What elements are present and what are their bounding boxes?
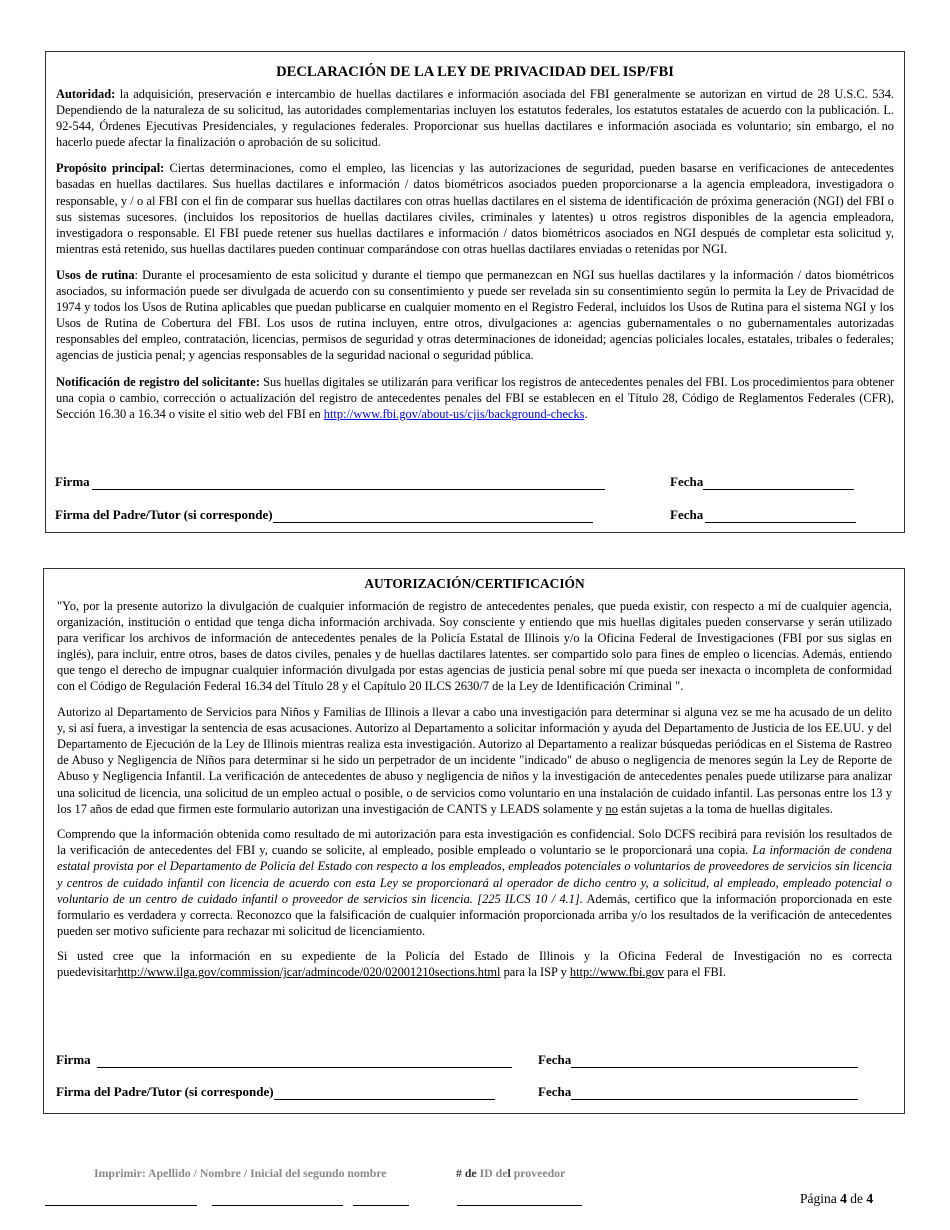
authorization-paragraph-4-text-a: Si usted cree que la información en su expediente de la Policía del Estado de Illinois y la Oficina Federal de Investigación no es correcta puedevisitar (57, 949, 892, 980)
privacy-guardian-signature-field[interactable] (273, 509, 593, 523)
authorization-paragraph-1: "Yo, por la presente autorizo la divulgación de cualquier información de registro de antecedentes penales, que pueda existir, con respecto a mí de cualquier agencia, organización, institución o entidad que tenga dicha información archivada. Soy consciente y entiendo que mis huellas digitales pueden conservarse y serán utilizado para verificar los archivos de información de antecedentes penales de la Policía Estatal de Illinois y/o la Oficina Federal de Investigaciones (FBI por sus siglas en inglés), para incluir, entre otros, bases de datos civiles, penales y de huellas dactilares latentes. ser compartido solo para fines de empleo o licencias. Además, entiendo que tengo el derecho de impugnar cualquier información divulgada por estas agencias de justicia penal sobre mí que pueda ser inexacta o incompleta de conformidad con el Código de Regulación Federal 16.34 del Título 28 y el Capítulo 20 ILCS 2630/7 de la Ley de Identificación Criminal ". (57, 599, 892, 694)
auth-guardian-signature-label: Firma del Padre/Tutor (si corresponde) (56, 1084, 274, 1099)
provider-id-id: ID (479, 1166, 493, 1180)
auth-signature-label: Firma (56, 1052, 91, 1067)
authority-label: Autoridad: (56, 87, 116, 101)
page-total: 4 (866, 1191, 874, 1206)
applicant-notice-end: . (584, 406, 588, 421)
privacy-guardian-date-row (670, 507, 856, 523)
authorization-paragraph-3-text-a: Comprendo que la información obtenida como resultado de mi autorización para esta investigación es confidencial. Solo DCFS recibirá para revisión los resultados de la verificación de antecedentes del FBI y, cuando se solicite, al empleado, posible empleado o voluntario se le proporcionará una copia. (57, 827, 892, 858)
auth-guardian-signature-field[interactable] (274, 1086, 495, 1100)
page-of: de (846, 1191, 867, 1206)
applicant-notice-text: Sus huellas digitales se utilizarán para verificar los registros de antecedentes penales del FBI. Los procedimientos para obtener una copia o cambio, corrección o actualización del registro de antecedentes penales del FBI se establecen en el Título 28, Código de Reglamentos Federales (CFR), Sección 16.30 a 16.34 o visite el sitio web del FBI en (56, 374, 894, 421)
auth-guardian-date-label: Fecha (538, 1084, 572, 1099)
provider-id-hash: # (456, 1166, 462, 1180)
authorization-paragraph-2-no: no (605, 801, 618, 816)
print-name-label: Imprimir: Apellido / Nombre / Inicial del segundo nombre (94, 1166, 387, 1180)
middle-initial-field[interactable] (353, 1205, 409, 1206)
authorization-paragraph-2-text-b: están sujetas a la toma de huellas digitales. (617, 801, 833, 816)
applicant-notice-paragraph (56, 374, 894, 422)
auth-guardian-signature-row (56, 1084, 495, 1100)
page-number (800, 1191, 873, 1207)
fbi-background-checks-link[interactable]: http://www.fbi.gov/about-us/cjis/background-checks (323, 406, 585, 421)
authorization-paragraph-3-italic: La información de condena estatal provista por el Departamento de Policía del Estado con respecto a los empleados, empleados potenciales o voluntarios de proveedores de servicios sin licencia y centros de cuidado infantil con licencia de acuerdo con esta Ley se proporcionará al operador de dicho centro y, a solicitud, al empleado, empleado potencial o voluntario de un centro de cuidado infantil o proveedor de servicios sin licencia. [225 ILCS 10 / 4.1]. (57, 843, 892, 906)
privacy-act-section (45, 51, 905, 533)
auth-date-label: Fecha (538, 1052, 572, 1067)
provider-id-label (456, 1166, 565, 1181)
authorization-paragraph-4-text-b: para la ISP y (500, 965, 570, 980)
privacy-guardian-signature-row (55, 507, 593, 523)
authorization-paragraph-4-text-c: para el FBI. (664, 965, 727, 980)
authorization-paragraph-4 (57, 948, 892, 980)
authorization-paragraph-3-text-b: Además, certifico que la información proporcionada en este formulario es verdadera y correcta. Reconozco que la falsificación de cualquier información proporcionada arriba y/o los resultados de la verificación de antecedentes pueden ser motivo suficiente para rechazar mi solicitud de licenciamiento. (57, 891, 892, 938)
privacy-date-row (670, 474, 854, 490)
first-name-field[interactable] (212, 1205, 343, 1206)
provider-id-de: de (461, 1166, 480, 1180)
auth-signature-field[interactable] (97, 1054, 512, 1068)
privacy-guardian-date-label: Fecha (670, 507, 704, 522)
authorization-paragraph-2 (57, 704, 892, 817)
purpose-text: Ciertas determinaciones, como el empleo, las licencias y las autorizaciones de seguridad, pueden basarse en verificaciones de antecedentes basadas en huellas dactilares. Sus huellas dactilares e información / datos biométricos asociados pueden proporcionarse a la agencia empleadora, investigadora o responsable, y / o al FBI con el fin de comparar sus huellas dactilares con otras huellas dactilares en el sistema de identificación de próxima generación (NGI) del FBI o sus sistemas sucesores. (incluidos los repositorios de huellas dactilares civiles, criminales y latentes) u otros registros disponibles de la agencia empleadora, investigadora o responsable. El FBI puede retener sus huellas dactilares e información / datos biométricos asociados en NGI después de completar esta solicitud y, mientras está retenido, sus huellas dactilares pueden continuar comparándose con otras huellas dactilares enviadas o retenidas por NGI. (56, 161, 894, 256)
authorization-paragraph-2-text-a: Autorizo al Departamento de Servicios para Niños y Familias de Illinois a llevar a cabo una investigación para determinar si alguna vez se me ha acusado de un delito y, si así fuera, a investigar la sentencia de esas acusaciones. Autorizo al Departamento a solicitar información y ayuda del Departamento de Justicia de los EE.UU. y del Departamento de Ejecución de la Ley de Illinois mientras realiza esta investigación. Autorizo al Departamento a realizar búsquedas periódicas en el Sistema de Rastreo de Abuso y Negligencia de Niños para determinar si he sido un perpetrador de un incidente "indicado" de abuso o negligencia de menores según la Ley de Reporte de Abuso y Negligencia Infantil. La verificación de antecedentes de abuso y negligencia de niños y la investigación de antecedentes penales puede utilizarse para analizar una solicitud de licencia, una solicitud de un empleo actual o posible, o de servicios como voluntario en una instalación de cuidado infantil. Las personas entre los 13 y los 17 años de edad que firmen este formulario autorizan una investigación de CANTS y LEADS solamente y (57, 705, 892, 816)
privacy-signature-label: Firma (55, 474, 90, 489)
fbi-gov-link[interactable]: http://www.fbi.gov (569, 965, 665, 980)
privacy-act-title: DECLARACIÓN DE LA LEY DE PRIVACIDAD DEL ISP/FBI (276, 64, 674, 80)
auth-signature-row (56, 1052, 512, 1068)
last-name-field[interactable] (45, 1205, 197, 1206)
privacy-guardian-signature-label: Firma del Padre/Tutor (si corresponde) (55, 507, 273, 522)
auth-guardian-date-row (538, 1084, 858, 1100)
routine-uses-label: Usos de rutina (56, 267, 135, 282)
purpose-paragraph (56, 160, 894, 257)
authority-paragraph (56, 86, 894, 150)
purpose-label: Propósito principal: (56, 161, 165, 176)
authorization-paragraph-3 (57, 826, 892, 939)
page-word: Página (800, 1191, 841, 1206)
provider-id-word: proveedor (510, 1166, 566, 1180)
authorization-title: AUTORIZACIÓN/CERTIFICACIÓN (364, 576, 585, 591)
authorization-section (43, 568, 905, 1114)
provider-id-de2: de (492, 1166, 508, 1180)
provider-id-l: l (507, 1166, 511, 1180)
ilga-admincode-link[interactable]: http://www.ilga.gov/commission/jcar/admincode/020/02001210sections.html (117, 965, 501, 980)
auth-date-field[interactable] (571, 1054, 858, 1068)
provider-id-field[interactable] (457, 1205, 582, 1206)
routine-uses-text: : Durante el procesamiento de esta solicitud y durante el tiempo que permanezcan en NGI sus huellas dactilares y la información / datos biométricos asociados, su información puede ser divulgada de acuerdo con su consentimiento y puede ser revelada sin su consentimiento según lo permita la Ley de Privacidad de 1974 y todos los Usos de Rutina aplicables que puedan publicarse en cualquier momento en el Registro Federal, incluidos los Usos de Rutina para el sistema NGI y los Usos de Rutina de Cobertura del FBI. Los usos de rutina incluyen, entre otros, divulgaciones a: agencias gubernamentales o no gubernamentales autorizadas responsables del empleo, contratación, licencias, permisos de seguridad y otras determinaciones de idoneidad; agencias policiales locales, estatales, tribales o federales; agencias de justicia penal; y agencias responsables de la seguridad nacional o seguridad pública. (56, 267, 895, 363)
page-current: 4 (840, 1191, 847, 1206)
auth-date-row (538, 1052, 858, 1068)
privacy-date-field[interactable] (703, 476, 854, 490)
privacy-signature-field[interactable] (92, 476, 605, 490)
auth-guardian-date-field[interactable] (571, 1086, 858, 1100)
routine-uses-paragraph (56, 267, 894, 364)
authority-text: la adquisición, preservación e intercambio de huellas dactilares e información asociada del FBI generalmente se autorizan en virtud de 28 U.S.C. 534. Dependiendo de la naturaleza de su solicitud, las autoridades complementarias incluyen los estatutos federales, los estatutos estatales de acuerdo con la publicación. L. 92-544, Órdenes Ejecutivas Presidenciales, y regulaciones federales. Proporcionar sus huellas dactilares e información asociada es voluntario; sin embargo, el no hacerlo puede afectar la finalización o aprobación de su solicitud. (56, 87, 894, 150)
privacy-date-label: Fecha (670, 474, 704, 489)
applicant-notice-label: Notificación de registro del solicitante: (56, 374, 260, 389)
privacy-signature-row (55, 474, 605, 490)
privacy-guardian-date-field[interactable] (705, 509, 856, 523)
